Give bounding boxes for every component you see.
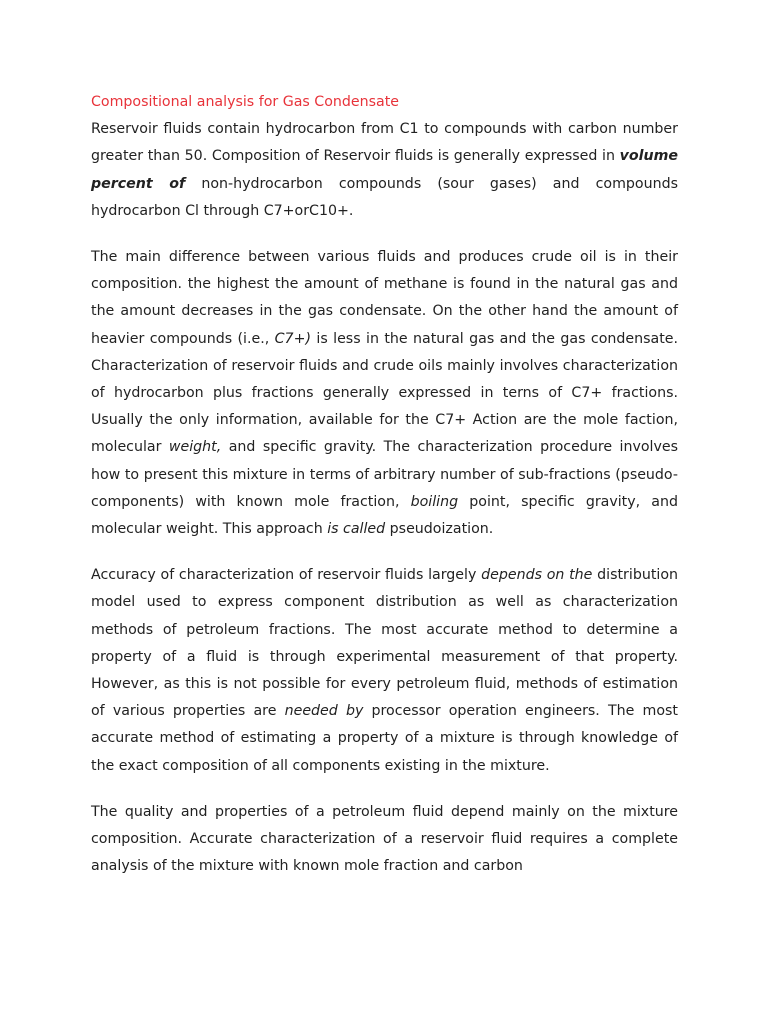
paragraph-text: Reservoir fluids contain hydrocarbon from C1 to compounds with carbon number greater than 50. Composition of Reservoir fluids is generally expressed in	[91, 121, 678, 165]
paragraph	[91, 562, 678, 780]
paragraph-text: non-hydrocarbon compounds (sour gases) and compounds hydrocarbon Cl through C7+orC10+.	[91, 175, 678, 219]
paragraph-text: Accuracy of characterization of reservoir fluids largely	[91, 567, 482, 584]
paragraph-text: pseudoization.	[385, 521, 494, 538]
paragraph-text: is less in the natural gas and the gas condensate. Characterization of reservoir fluids and crude oils mainly involves characterization of hydrocarbon plus fractions generally expressed in terns of C7+ fractions. Usually the only information, available for the C7+ Action are the mole faction, molecular	[91, 330, 678, 456]
emphasis-text: depends on the	[481, 567, 593, 584]
paragraph	[91, 116, 678, 225]
paragraph-text: point, specific gravity, and molecular weight. This approach	[91, 493, 678, 538]
section-heading: Compositional analysis for Gas Condensate	[91, 94, 399, 110]
paragraph-text: processor operation engineers. The most accurate method of estimating a property of a mixture is through knowledge of the exact composition of all components existing in the mixture.	[91, 703, 678, 774]
paragraph-text: The quality and properties of a petroleum fluid depend mainly on the mixture composition. Accurate characterization of a reservoir fluid requires a complete analysis of the mixture with known mole fraction and carbon	[91, 803, 678, 875]
emphasis-text: is called	[327, 521, 386, 538]
paragraph-text: distribution model used to express component distribution as well as characterization methods of petroleum fractions. The most accurate method to determine a property of a fluid is through experimental measurement of that property. However, as this is not possible for every petroleum fluid, methods of estimation of various properties are	[91, 567, 678, 720]
emphasis-text: C7+)	[274, 330, 311, 347]
emphasis-text: volume percent of	[91, 148, 678, 192]
document-content	[91, 89, 678, 899]
paragraph	[91, 244, 678, 543]
emphasis-text: weight,	[168, 439, 222, 456]
emphasis-text: boiling	[410, 493, 459, 510]
paragraph-text: The main difference between various fluids and produces crude oil is in their composition. the highest the amount of methane is found in the natural gas and the amount decreases in the gas condensate. On the other hand the amount of heavier compounds (i.e.,	[91, 249, 678, 347]
emphasis-text: needed by	[284, 703, 364, 720]
paragraph-text: and specific gravity. The characterization procedure involves how to present this mixture in terms of arbitrary number of sub-fractions (pseudo-components) with known mole fraction,	[91, 439, 678, 510]
paragraph	[91, 799, 678, 881]
